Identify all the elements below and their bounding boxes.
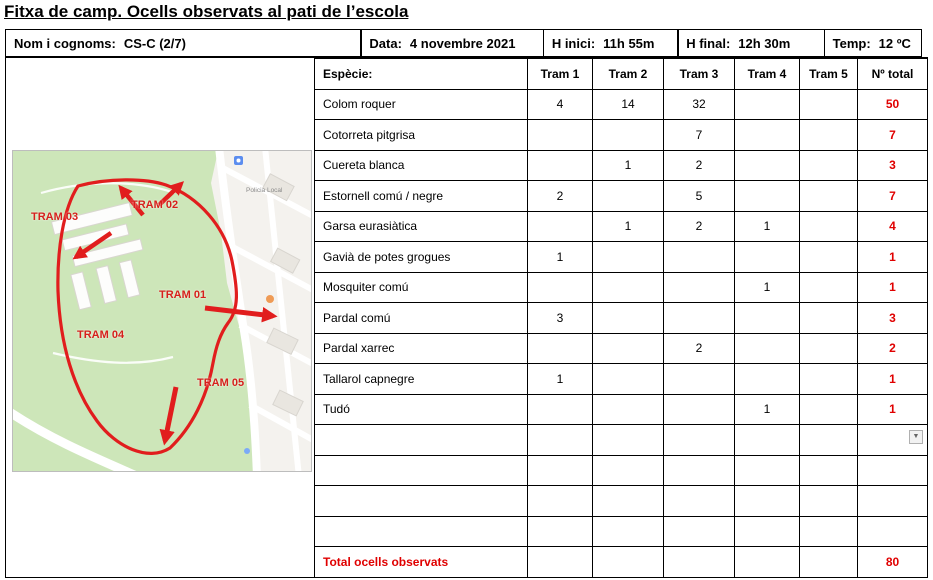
species-row xyxy=(315,333,928,364)
tram-count-cell xyxy=(735,303,800,334)
species-name-cell: Tallarol capnegre xyxy=(315,364,528,395)
tram-count-cell xyxy=(593,547,664,578)
tram-count-cell xyxy=(800,242,858,273)
tram-count-cell: 2 xyxy=(664,150,735,181)
tram-count-cell: 2 xyxy=(528,181,593,212)
species-row xyxy=(315,89,928,120)
tram-count-cell: 1 xyxy=(593,211,664,242)
tram-count-cell xyxy=(528,150,593,181)
row-total-cell: 3 xyxy=(858,303,928,334)
tram-count-cell xyxy=(800,272,858,303)
species-row xyxy=(315,150,928,181)
tram-count-cell xyxy=(593,272,664,303)
tram-count-cell xyxy=(528,455,593,486)
header-field-start-time xyxy=(543,29,679,57)
tram-count-cell xyxy=(800,516,858,547)
landmark-poi-icon xyxy=(266,295,274,303)
name-value: CS-C (2/7) xyxy=(123,35,186,51)
row-total-cell: 50 xyxy=(858,89,928,120)
species-name-cell: Cuereta blanca xyxy=(315,150,528,181)
temperature-label: Temp: xyxy=(832,35,871,51)
tram-label-04: TRAM 04 xyxy=(77,329,125,341)
column-header: Nº total xyxy=(858,59,928,90)
end-time-label: H final: xyxy=(686,35,731,51)
scrollbar-down-arrow[interactable]: ▼ xyxy=(909,430,923,444)
tram-count-cell: 1 xyxy=(735,394,800,425)
tram-count-cell xyxy=(664,242,735,273)
header-field-end-time xyxy=(677,29,825,57)
tram-count-cell xyxy=(593,333,664,364)
tram-count-cell: 5 xyxy=(664,181,735,212)
species-name-cell xyxy=(315,455,528,486)
row-total-cell: 1 xyxy=(858,242,928,273)
species-row xyxy=(315,364,928,395)
tram-count-cell: 1 xyxy=(528,242,593,273)
species-name-cell xyxy=(315,425,528,456)
row-total-cell: 2 xyxy=(858,333,928,364)
species-name-cell: Estornell comú / negre xyxy=(315,181,528,212)
species-name-cell: Garsa eurasiàtica xyxy=(315,211,528,242)
tram-count-cell: 2 xyxy=(664,211,735,242)
tram-count-cell xyxy=(800,303,858,334)
tram-count-cell xyxy=(593,425,664,456)
tram-count-cell xyxy=(528,425,593,456)
tram-count-cell: 2 xyxy=(664,333,735,364)
tram-count-cell xyxy=(735,425,800,456)
species-row xyxy=(315,303,928,334)
tram-count-cell xyxy=(800,394,858,425)
species-name-cell: Mosquiter comú xyxy=(315,272,528,303)
column-header: Tram 3 xyxy=(664,59,735,90)
campus-route-map xyxy=(12,150,312,472)
row-total-cell: 1 xyxy=(858,272,928,303)
species-name-cell: Colom roquer xyxy=(315,89,528,120)
end-time-value: 12h 30m xyxy=(738,35,791,51)
tram-count-cell xyxy=(593,181,664,212)
row-total-cell: 4 xyxy=(858,211,928,242)
tram-count-cell xyxy=(735,333,800,364)
tram-count-cell: 7 xyxy=(664,120,735,151)
empty-row xyxy=(315,425,928,456)
row-total-cell: 7 xyxy=(858,181,928,212)
tram-count-cell: 1 xyxy=(735,272,800,303)
column-header: Espècie: xyxy=(315,59,528,90)
tram-count-cell xyxy=(664,364,735,395)
tram-count-cell xyxy=(664,455,735,486)
header-field-date xyxy=(360,29,544,57)
table-header-row xyxy=(315,59,928,90)
tram-count-cell xyxy=(664,272,735,303)
tram-count-cell xyxy=(735,150,800,181)
tram-count-cell: 4 xyxy=(528,89,593,120)
tram-count-cell xyxy=(800,333,858,364)
police-poi-icon xyxy=(234,156,243,165)
species-name-cell: Pardal xarrec xyxy=(315,333,528,364)
species-row xyxy=(315,211,928,242)
start-time-value: 11h 55m xyxy=(603,35,655,51)
date-value: 4 novembre 2021 xyxy=(409,35,516,51)
tram-count-cell xyxy=(800,150,858,181)
police-poi-label: Policia Local xyxy=(246,187,283,194)
species-name-cell: Pardal comú xyxy=(315,303,528,334)
species-name-cell: Tudó xyxy=(315,394,528,425)
tram-count-cell xyxy=(735,89,800,120)
species-name-cell: Gavià de potes grogues xyxy=(315,242,528,273)
total-row-label: Total ocells observats xyxy=(315,547,528,578)
tram-count-cell xyxy=(800,486,858,517)
column-header: Tram 4 xyxy=(735,59,800,90)
tram-count-cell xyxy=(593,516,664,547)
tram-count-cell xyxy=(800,455,858,486)
empty-row xyxy=(315,516,928,547)
tram-label-02: TRAM 02 xyxy=(131,199,179,211)
tram-count-cell xyxy=(593,364,664,395)
temperature-value: 12 ºC xyxy=(878,35,911,51)
table-body xyxy=(315,89,928,547)
tram-label-05: TRAM 05 xyxy=(197,377,245,389)
header-field-name xyxy=(5,29,362,57)
tram-count-cell xyxy=(735,547,800,578)
name-label: Nom i cognoms: xyxy=(14,35,116,51)
species-table xyxy=(314,58,928,578)
page-title: Fitxa de camp. Ocells observats al pati de l’escola xyxy=(4,2,409,21)
row-total-cell: 1 xyxy=(858,364,928,395)
tram-count-cell xyxy=(528,120,593,151)
header-row xyxy=(5,29,928,57)
tram-count-cell xyxy=(735,516,800,547)
tram-count-cell xyxy=(528,516,593,547)
total-row xyxy=(315,547,928,578)
tram-count-cell xyxy=(593,120,664,151)
main-content-box xyxy=(5,57,928,578)
tram-count-cell xyxy=(593,303,664,334)
row-total-cell xyxy=(858,455,928,486)
tram-count-cell xyxy=(528,211,593,242)
species-row xyxy=(315,120,928,151)
tram-count-cell xyxy=(664,303,735,334)
tram-count-cell: 14 xyxy=(593,89,664,120)
tram-count-cell xyxy=(800,89,858,120)
tram-count-cell xyxy=(800,120,858,151)
tram-count-cell xyxy=(528,547,593,578)
tram-count-cell xyxy=(735,455,800,486)
species-name-cell xyxy=(315,486,528,517)
row-total-cell xyxy=(858,516,928,547)
row-total-cell: 3 xyxy=(858,150,928,181)
tram-label-01: TRAM 01 xyxy=(159,289,207,301)
grand-total-cell: 80 xyxy=(858,547,928,578)
date-label: Data: xyxy=(369,35,402,51)
tram-count-cell xyxy=(593,394,664,425)
observations-table-wrap xyxy=(314,58,927,577)
tram-count-cell: 32 xyxy=(664,89,735,120)
column-header: Tram 2 xyxy=(593,59,664,90)
species-row xyxy=(315,242,928,273)
tram-count-cell xyxy=(528,486,593,517)
species-name-cell xyxy=(315,516,528,547)
start-time-label: H inici: xyxy=(551,35,596,51)
tram-count-cell: 1 xyxy=(735,211,800,242)
empty-row xyxy=(315,455,928,486)
tram-count-cell xyxy=(664,516,735,547)
tram-count-cell xyxy=(735,242,800,273)
tram-count-cell xyxy=(593,242,664,273)
tram-count-cell xyxy=(593,486,664,517)
tram-count-cell xyxy=(800,425,858,456)
tram-count-cell xyxy=(735,486,800,517)
tram-count-cell xyxy=(593,455,664,486)
species-row xyxy=(315,394,928,425)
species-row xyxy=(315,272,928,303)
species-name-cell: Cotorreta pitgrisa xyxy=(315,120,528,151)
species-row xyxy=(315,181,928,212)
row-total-cell xyxy=(858,486,928,517)
tram-count-cell xyxy=(735,120,800,151)
tram-count-cell xyxy=(528,394,593,425)
tram-count-cell xyxy=(664,425,735,456)
tram-count-cell: 1 xyxy=(528,364,593,395)
tram-count-cell: 3 xyxy=(528,303,593,334)
header-field-temperature xyxy=(824,29,922,57)
tram-count-cell xyxy=(735,364,800,395)
tram-count-cell xyxy=(528,272,593,303)
tram-count-cell xyxy=(800,364,858,395)
tram-count-cell: 1 xyxy=(593,150,664,181)
tram-count-cell xyxy=(664,486,735,517)
row-total-cell: 7 xyxy=(858,120,928,151)
tram-count-cell xyxy=(800,547,858,578)
tram-count-cell xyxy=(528,333,593,364)
tram-count-cell xyxy=(800,181,858,212)
column-header: Tram 1 xyxy=(528,59,593,90)
row-total-cell: 1 xyxy=(858,394,928,425)
tram-count-cell xyxy=(800,211,858,242)
column-header: Tram 5 xyxy=(800,59,858,90)
tram-count-cell xyxy=(735,181,800,212)
empty-row xyxy=(315,486,928,517)
shop-poi-icon xyxy=(244,448,250,454)
tram-label-03: TRAM 03 xyxy=(31,211,79,223)
tram-count-cell xyxy=(664,394,735,425)
tram-count-cell xyxy=(664,547,735,578)
